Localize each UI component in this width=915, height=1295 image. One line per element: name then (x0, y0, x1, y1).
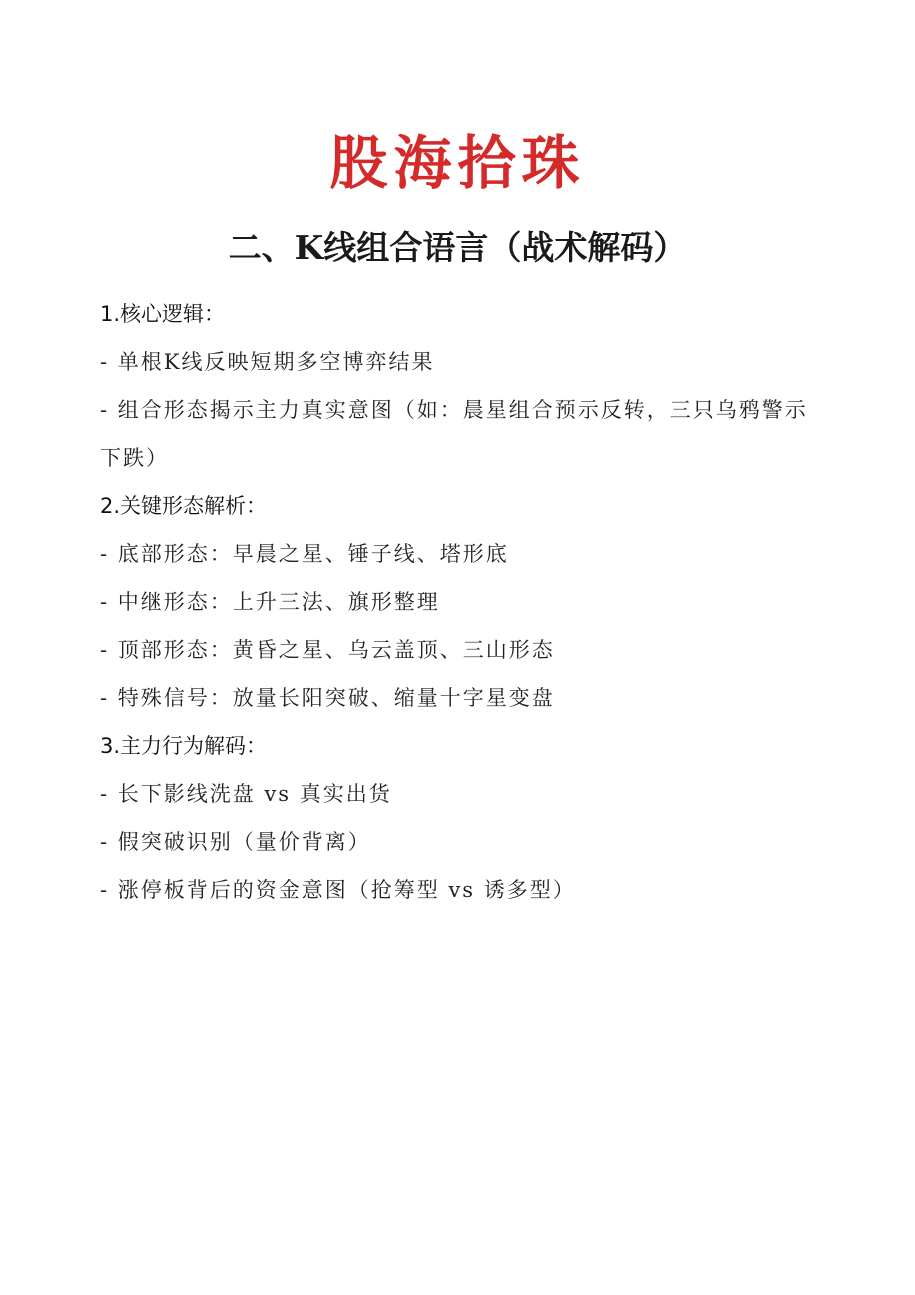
list-item: - 特殊信号：放量长阳突破、缩量十字星变盘 (100, 686, 555, 710)
list-item: - 组合形态揭示主力真实意图（如：晨星组合预示反转，三只乌鸦警示下跌） (100, 398, 808, 470)
section-title-key-patterns: 2.关键形态解析： (100, 494, 268, 518)
list-item: - 单根K线反映短期多空博弈结果 (100, 350, 435, 374)
list-item: - 长下影线洗盘 vs 真实出货 (100, 782, 392, 806)
document-body (100, 290, 825, 914)
brand-title: 股海拾珠 (329, 129, 586, 197)
section-title-core-logic: 1.核心逻辑： (100, 302, 226, 326)
list-item: - 底部形态：早晨之星、锤子线、塔形底 (100, 542, 509, 566)
section-heading: 二、K线组合语言（战术解码） (228, 228, 687, 267)
list-item: - 假突破识别（量价背离） (100, 830, 371, 854)
list-item: - 涨停板背后的资金意图（抢筹型 vs 诱多型） (100, 878, 576, 902)
section-title-main-force: 3.主力行为解码： (100, 734, 268, 758)
list-item: - 顶部形态：黄昏之星、乌云盖顶、三山形态 (100, 638, 555, 662)
list-item: - 中继形态：上升三法、旗形整理 (100, 590, 440, 614)
